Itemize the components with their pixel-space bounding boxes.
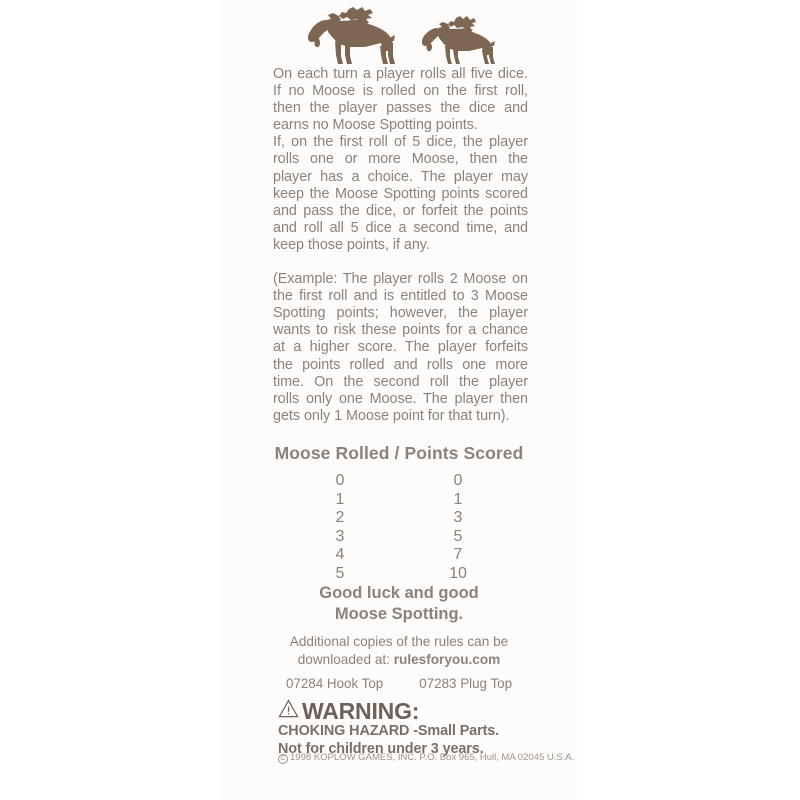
score-table-row <box>281 528 517 547</box>
copyright-line <box>278 752 598 764</box>
moose-icon-small <box>411 14 503 64</box>
rules-line: Spotting points; however, the player <box>273 305 528 322</box>
rules-line: gets only 1 Moose point for that turn). <box>273 407 510 424</box>
product-code-hook-top: 07284 Hook Top <box>285 676 384 691</box>
rules-line: earns no Moose Spotting points. <box>273 117 478 134</box>
warning-title: WARNING: <box>302 698 420 724</box>
score-moose-rolled: 3 <box>335 527 345 545</box>
closing-message <box>220 583 578 625</box>
score-points-scored: 3 <box>453 509 463 527</box>
rules-website-link[interactable]: rulesforyou.com <box>393 652 501 667</box>
score-table-row <box>281 546 517 565</box>
score-table-row <box>281 565 517 584</box>
rules-card <box>220 0 578 800</box>
moose-icon-large <box>295 6 405 64</box>
warning-triangle-icon <box>278 699 299 723</box>
rules-line: rolls only one Moose. The player then <box>273 390 528 407</box>
rules-paragraph-1 <box>273 66 528 134</box>
score-table-heading: Moose Rolled / Points Scored <box>274 443 524 463</box>
moose-header-artwork <box>220 2 578 64</box>
product-codes <box>220 676 578 691</box>
download-note-line-2 <box>220 651 578 669</box>
copyright-text: 1998 KOPLOW GAMES, INC. P.O. Box 965, Hull, MA 02045 U.S.A. <box>290 752 575 763</box>
rules-line: time. On the second roll the player <box>273 373 528 390</box>
download-note <box>220 633 578 669</box>
score-points-scored: 10 <box>449 564 467 582</box>
paragraph-spacer <box>273 254 528 271</box>
rules-line: (Example: The player rolls 2 Moose on <box>273 271 528 288</box>
rules-line: at a higher score. The player forfeits <box>273 339 528 356</box>
score-points-scored: 7 <box>453 546 463 564</box>
rules-line: and roll all 5 dice a second time, and <box>273 219 528 236</box>
warning-line-1: CHOKING HAZARD -Small Parts. <box>278 723 500 739</box>
score-points-scored: 1 <box>453 490 463 508</box>
rules-paragraph-2 <box>273 134 528 254</box>
copyright-symbol-icon: C <box>278 754 288 764</box>
score-points-scored: 5 <box>453 527 463 545</box>
score-moose-rolled: 1 <box>335 490 345 508</box>
rules-line: On each turn a player rolls all five dice. <box>273 66 528 82</box>
closing-line-2: Moose Spotting. <box>334 605 464 623</box>
score-moose-rolled: 2 <box>335 509 345 527</box>
score-table-row <box>281 472 517 491</box>
rules-paragraph-3 <box>273 271 528 425</box>
rules-line: If, on the first roll of 5 dice, the player <box>273 134 528 151</box>
rules-line: If no Moose is rolled on the first roll, <box>273 83 528 100</box>
rules-text-body <box>273 66 528 425</box>
rules-line: player has a choice. The player may <box>273 168 528 185</box>
warning-block <box>278 699 578 758</box>
rules-line: the points rolled and rolls one more <box>273 356 528 373</box>
rules-line: wants to risk these points for a chance <box>273 322 528 339</box>
score-moose-rolled: 4 <box>335 546 345 564</box>
score-table-row <box>281 509 517 528</box>
download-note-line-1: Additional copies of the rules can be <box>289 634 509 649</box>
closing-line-1: Good luck and good <box>319 584 479 602</box>
score-points-scored: 0 <box>453 472 463 489</box>
score-table-section <box>220 443 578 584</box>
rules-line: rolls one or more Moose, then the <box>273 151 528 168</box>
warning-line-2: Not for children under 3 years. <box>278 740 484 757</box>
score-moose-rolled: 5 <box>335 564 345 582</box>
rules-line: keep those points, if any. <box>273 236 430 253</box>
product-code-plug-top: 07283 Plug Top <box>419 676 513 691</box>
rules-line: keep the Moose Spotting points scored <box>273 185 528 202</box>
score-table <box>281 472 517 584</box>
rules-line: then the player passes the dice and <box>273 100 528 117</box>
rules-line: and pass the dice, or forfeit the points <box>273 202 528 219</box>
warning-title-row <box>278 699 578 723</box>
rules-line: the first roll and is entitled to 3 Moose <box>273 288 528 305</box>
download-note-prefix: downloaded at: <box>297 652 394 667</box>
score-table-row <box>281 491 517 510</box>
score-moose-rolled: 0 <box>335 472 345 489</box>
